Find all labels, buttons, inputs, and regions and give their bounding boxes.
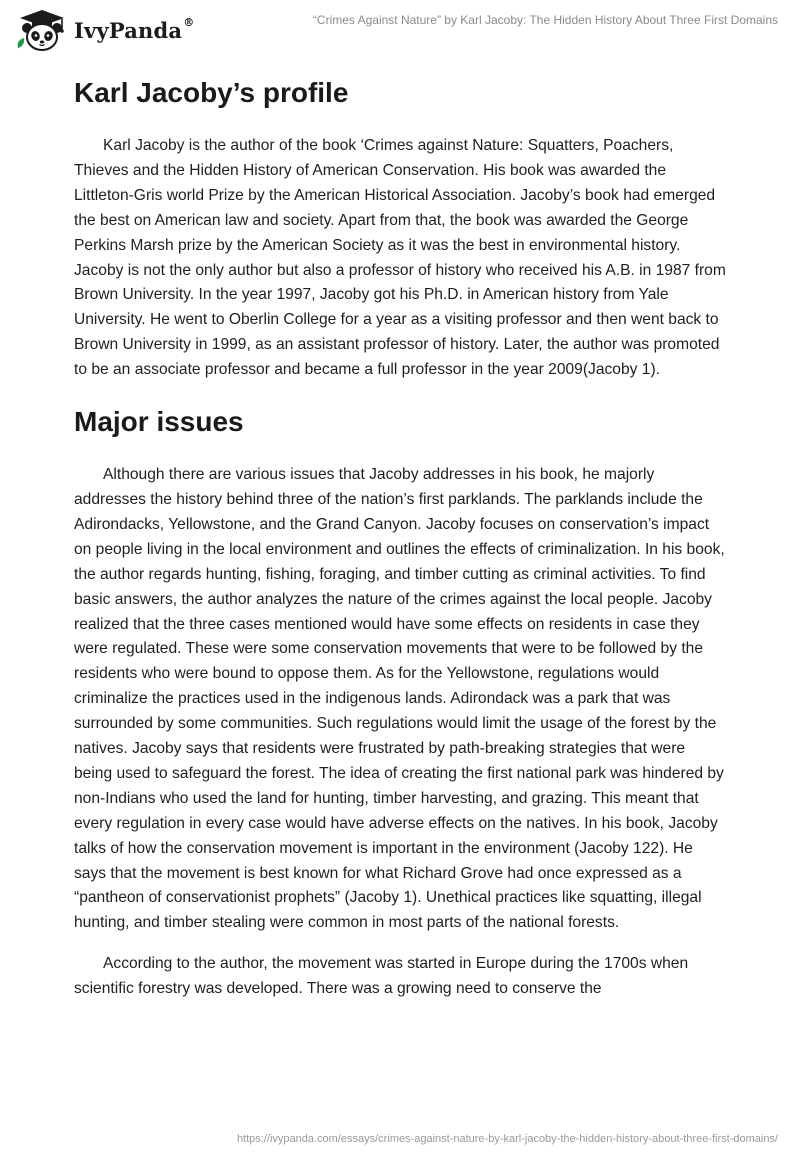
- section-heading-major-issues: Major issues: [74, 406, 244, 438]
- document-title: “Crimes Against Nature” by Karl Jacoby: The Hidden History About Three First Domains: [312, 13, 778, 27]
- logo-text: IvyPanda®: [74, 15, 195, 43]
- ivypanda-logo[interactable]: [14, 8, 194, 52]
- essay-body: [74, 70, 726, 1002]
- section-heading-profile: Karl Jacoby’s profile: [74, 77, 349, 108]
- paragraph-profile: Karl Jacoby is the author of the book ‘Crimes against Nature: Squatters, Poachers, Thieves and the Hidden History of American Conservation. His book was awarded the Littleton-Gris world Prize by the American Historical Association. Jacoby’s book had emerged the best on American law and society. Apart from that, the book was awarded the George Perkins Marsh prize by the American Society as it was the best in environmental history. Jacoby is not the only author but also a professor of history who received his A.B. in 1987 from Brown University. In the year 1997, Jacoby got his Ph.D. in American history from Yale University. He went to Oberlin College for a year as a visiting professor and then went back to Brown University in 1999, as an assistant professor of history. Later, the author was promoted to be an associate professor and became a full professor in the year 2009(Jacoby 1).: [74, 137, 726, 379]
- paragraph-major-issues: Although there are various issues that Jacoby addresses in his book, he majorly addresses the history behind three of the nation’s first parklands. The parklands include the Adirondacks, Yellowstone, and the Grand Canyon. Jacoby focuses on conservation’s impact on people living in the local environment and outlines the effects of criminalization. In his book, the author regards hunting, fishing, foraging, and timber cutting as criminal activities. To find basic answers, the author analyzes the nature of the crimes against the local people. Jacoby realized that the three cases mentioned would have some effects on residents in case they were regulated. These were some conservation movements that were to be followed by the residents who were bound to oppose them. As for the Yellowstone, regulations would criminalize the practices used in the indigenous lands. Adirondack was a park that was surrounded by some communities. Such regulations would limit the usage of the forest by the natives. Jacoby says that residents were frustrated by path-breaking strategies that were being used to safeguard the forest. The idea of creating the first national park was hindered by non-Indians who used the land for hunting, timber harvesting, and grazing. This meant that every regulation in every case would have adverse effects on the natives. In his book, Jacoby talks of how the conservation movement is important in the environment (Jacoby 122). He says that the movement is best known for what Richard Grove had once expressed as a “pantheon of conservationist prophets” (Jacoby 1). Unethical practices like squatting, illegal hunting, and timber stealing were common in most parts of the national forests.: [74, 466, 725, 932]
- paragraph-conservation-origin: According to the author, the movement was started in Europe during the 1700s when scientific forestry was developed. There was a growing need to conserve the: [74, 955, 689, 998]
- panda-graduate-icon: [14, 8, 70, 52]
- source-url[interactable]: https://ivypanda.com/essays/crimes-against-nature-by-karl-jacoby-the-hidden-history-about-three-first-domains/: [236, 1133, 778, 1145]
- page-header: [0, 0, 800, 60]
- registered-mark: ®: [183, 15, 195, 29]
